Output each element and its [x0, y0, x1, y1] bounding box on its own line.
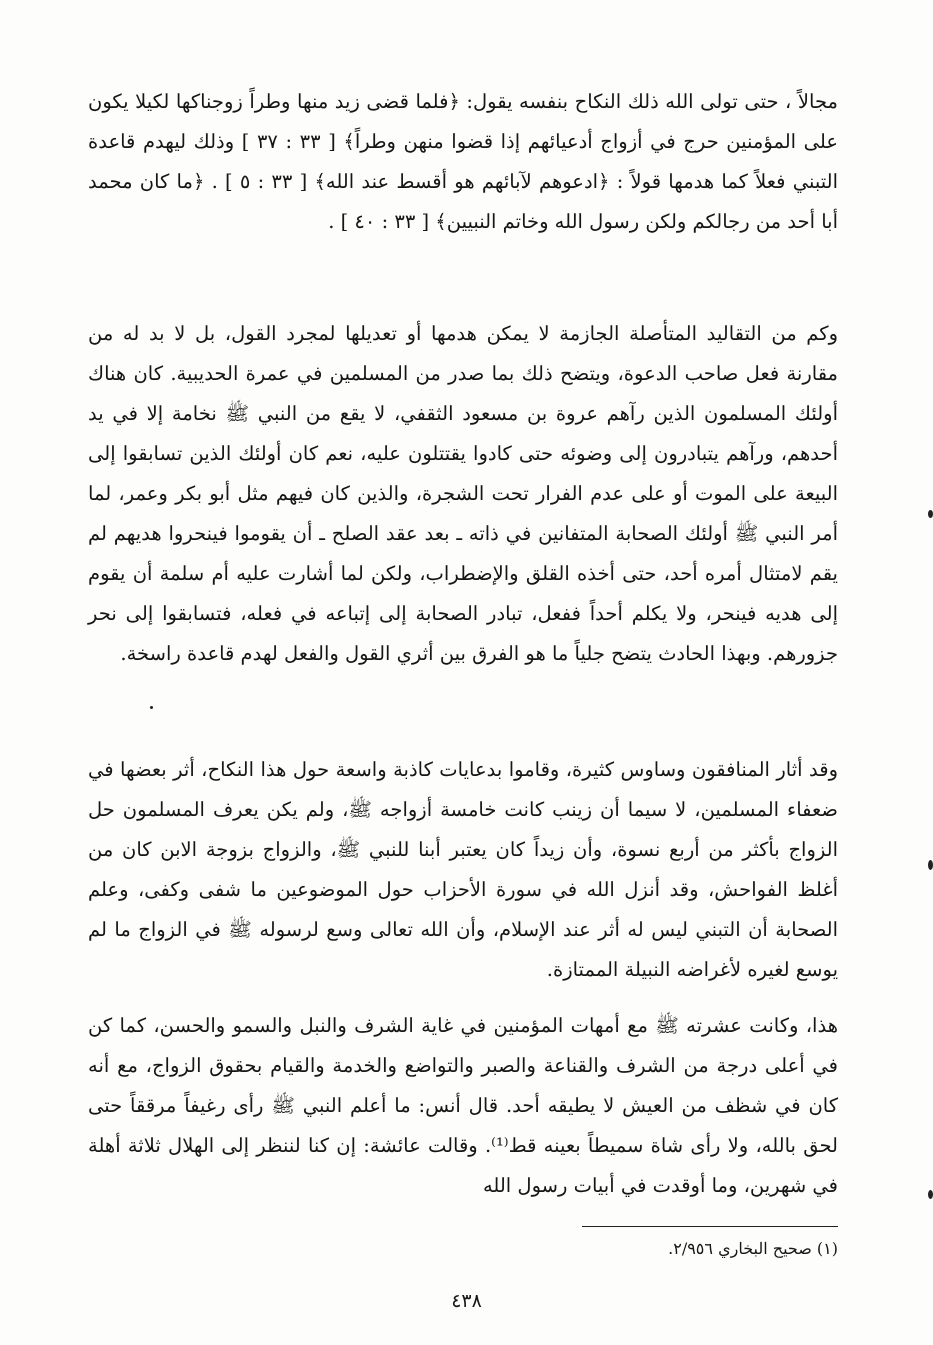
page-number: ٤٣٨ [451, 1290, 482, 1312]
paragraph-2 [88, 314, 838, 674]
paragraph-1 [88, 82, 838, 242]
scan-speck [928, 1190, 933, 1199]
scan-speck [150, 706, 153, 709]
scan-speck [928, 860, 933, 870]
scan-speck [928, 510, 933, 518]
footnote-divider [582, 1226, 838, 1227]
paragraph-4 [88, 1006, 838, 1206]
paragraph-3 [88, 750, 838, 990]
paragraph-1-text: مجالاً ، حتى تولى الله ذلك النكاح بنفسه يقول: ﴿فلما قضى زيد منها وطراً زوجناكها لكيلا يكون على المؤمنين حرج في أزواج أدعيائهم إذا قضوا منهن وطراً﴾ [ ٣٣ : ٣٧ ] وذلك ليهدم قاعدة التبني فعلاً كما هدمها قولاً : ﴿ادعوهم لآبائهم هو أقسط عند الله﴾ [ ٣٣ : ٥ ] . ﴿ما كان محمد أبا أحد من رجالكم ولكن رسول الله وخاتم النبيين﴾ [ ٣٣ : ٤٠ ] . [88, 90, 838, 233]
paragraph-4-text: هذا، وكانت عشرته ﷺ مع أمهات المؤمنين في غاية الشرف والنبل والسمو والحسن، كما كن في أعلى درجة من الشرف والقناعة والصبر والتواضع والخدمة والقيام بحقوق الزواج، مع أنه كان في شظف من العيش لا يطيقه أحد. قال أنس: ما أعلم النبي ﷺ رأى رغيفاً مرققاً حتى لحق بالله، ولا رأى شاة سميطاً بعينه قط⁽¹⁾. وقالت عائشة: إن كنا لننظر إلى الهلال ثلاثة أهلة في شهرين، وما أوقدت في أبيات رسول الله [88, 1014, 838, 1197]
paragraph-3-text: وقد أثار المنافقون وساوس كثيرة، وقاموا بدعايات كاذبة واسعة حول هذا النكاح، أثر بعضها في ضعفاء المسلمين، لا سيما أن زينب كانت خامسة أزواجه ﷺ، ولم يكن يعرف المسلمون حل الزواج بأكثر من أربع نسوة، وأن زيداً كان يعتبر أبنا للنبي ﷺ، والزواج بزوجة الابن كان من أغلظ الفواحش، وقد أنزل الله في سورة الأحزاب حول الموضوعين ما شفى وكفى، وعلم الصحابة أن التبني ليس له أثر عند الإسلام، وأن الله تعالى وسع لرسوله ﷺ في الزواج ما لم يوسع لغيره لأغراضه النبيلة الممتازة. [88, 758, 838, 981]
footnote: (١) صحيح البخاري ٢/٩٥٦. [668, 1239, 838, 1258]
paragraph-2-text: وكم من التقاليد المتأصلة الجازمة لا يمكن هدمها أو تعديلها لمجرد القول، بل لا بد له من مقارنة فعل صاحب الدعوة، ويتضح ذلك بما صدر من المسلمين في عمرة الحديبية. كان هناك أولئك المسلمون الذين رآهم عروة بن مسعود الثقفي، لا يقع من النبي ﷺ نخامة إلا في يد أحدهم، ورآهم يتبادرون إلى وضوئه حتى كادوا يقتتلون عليه، نعم كان أولئك الذين تسابقوا إلى البيعة على الموت أو على عدم الفرار تحت الشجرة، والذين كان فيهم مثل أبو بكر وعمر، لما أمر النبي ﷺ أولئك الصحابة المتفانين في ذاته ـ بعد عقد الصلح ـ أن يقوموا فينحروا هديهم لم يقم لامتثال أمره أحد، حتى أخذه القلق والإضطراب، ولكن لما أشارت عليه أم سلمة أن يقوم إلى هديه فينحر، ولا يكلم أحداً ففعل، تبادر الصحابة إلى إتباعه في فعله، فتسابقوا إلى نحر جزورهم. وبهذا الحادث يتضح جلياً ما هو الفرق بين أثري القول والفعل لهدم قاعدة راسخة. [88, 322, 838, 665]
